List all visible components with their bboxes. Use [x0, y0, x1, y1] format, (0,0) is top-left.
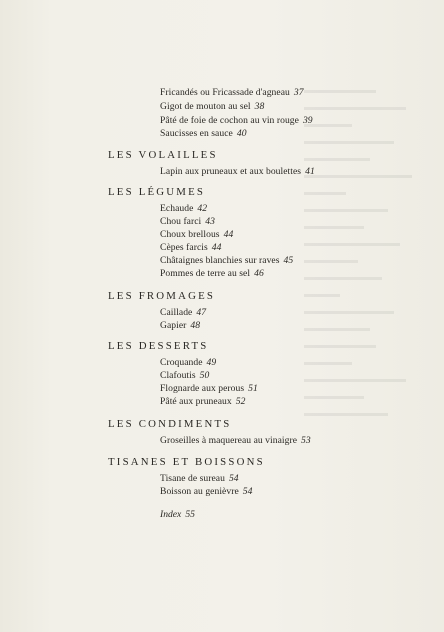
entry-page: 42 — [197, 203, 208, 214]
entry-page: 48 — [190, 320, 201, 331]
section-heading: LES FROMAGES — [108, 290, 216, 302]
toc-entry — [160, 255, 293, 267]
toc-entry — [160, 87, 304, 99]
entry-title: Pâté de foie de cochon au vin rouge — [160, 115, 299, 126]
toc-entry — [160, 101, 264, 113]
entry-title: Echaude — [160, 203, 194, 214]
entry-title: Gigot de mouton au sel — [160, 101, 251, 112]
entry-title: Saucisses en sauce — [160, 128, 233, 139]
entry-page: 40 — [236, 128, 247, 139]
entry-title: Chou farci — [160, 216, 202, 227]
toc-entry — [160, 435, 311, 447]
entry-page: 37 — [293, 87, 304, 98]
entry-title: Pommes de terre au sel — [160, 268, 251, 279]
toc-entry — [160, 229, 233, 241]
entry-page: 39 — [302, 115, 313, 126]
toc-entry — [160, 486, 252, 498]
entry-title: Caillade — [160, 307, 193, 318]
toc-entry — [160, 357, 216, 369]
section-heading: TISANES ET BOISSONS — [108, 456, 265, 468]
entry-title: Boisson au genièvre — [160, 486, 239, 497]
toc-entry — [160, 268, 264, 280]
toc-entry — [160, 115, 313, 127]
entry-page: 49 — [206, 357, 217, 368]
entry-title: Pâté aux pruneaux — [160, 396, 232, 407]
toc-entry — [160, 370, 209, 382]
toc-entry — [160, 307, 206, 319]
toc-entry — [160, 383, 258, 395]
toc-entry — [160, 320, 200, 332]
toc-entry — [160, 166, 315, 178]
entry-page: 50 — [199, 370, 210, 381]
toc-entry — [160, 242, 221, 254]
index-entry — [160, 509, 195, 521]
entry-page: 41 — [305, 166, 315, 177]
entry-title: Groseilles à maquereau au vinaigre — [160, 435, 298, 446]
entry-page: 38 — [254, 101, 265, 112]
index-label: Index — [160, 509, 182, 520]
entry-title: Châtaignes blanchies sur raves — [160, 255, 280, 266]
section-heading: LES CONDIMENTS — [108, 418, 232, 430]
entry-page: 46 — [254, 268, 264, 279]
toc-entry — [160, 396, 245, 408]
entry-page: 43 — [205, 216, 215, 227]
toc-entry — [160, 128, 247, 140]
entry-title: Gapier — [160, 320, 187, 331]
entry-page: 51 — [248, 383, 258, 394]
entry-title: Tisane de sureau — [160, 473, 225, 484]
section-heading: LES DESSERTS — [108, 340, 209, 352]
entry-page: 53 — [301, 435, 311, 446]
entry-title: Flognarde aux perous — [160, 383, 245, 394]
entry-page: 52 — [235, 396, 246, 407]
entry-title: Choux brellous — [160, 229, 220, 240]
entry-title: Fricandés ou Fricassade d'agneau — [160, 87, 290, 98]
entry-page: 44 — [211, 242, 222, 253]
entry-page: 54 — [242, 486, 253, 497]
entry-title: Clafoutis — [160, 370, 196, 381]
entry-title: Croquande — [160, 357, 203, 368]
section-heading: LES LÉGUMES — [108, 186, 206, 198]
entry-page: 44 — [223, 229, 234, 240]
entry-title: Lapin aux pruneaux et aux boulettes — [160, 166, 302, 177]
entry-page: 47 — [196, 307, 207, 318]
toc-entry — [160, 203, 207, 215]
toc-entry — [160, 473, 239, 485]
section-heading: LES VOLAILLES — [108, 149, 218, 161]
index-page: 55 — [185, 509, 195, 520]
entry-page: 45 — [283, 255, 294, 266]
entry-title: Cèpes farcis — [160, 242, 208, 253]
toc-entry — [160, 216, 215, 228]
entry-page: 54 — [228, 473, 239, 484]
